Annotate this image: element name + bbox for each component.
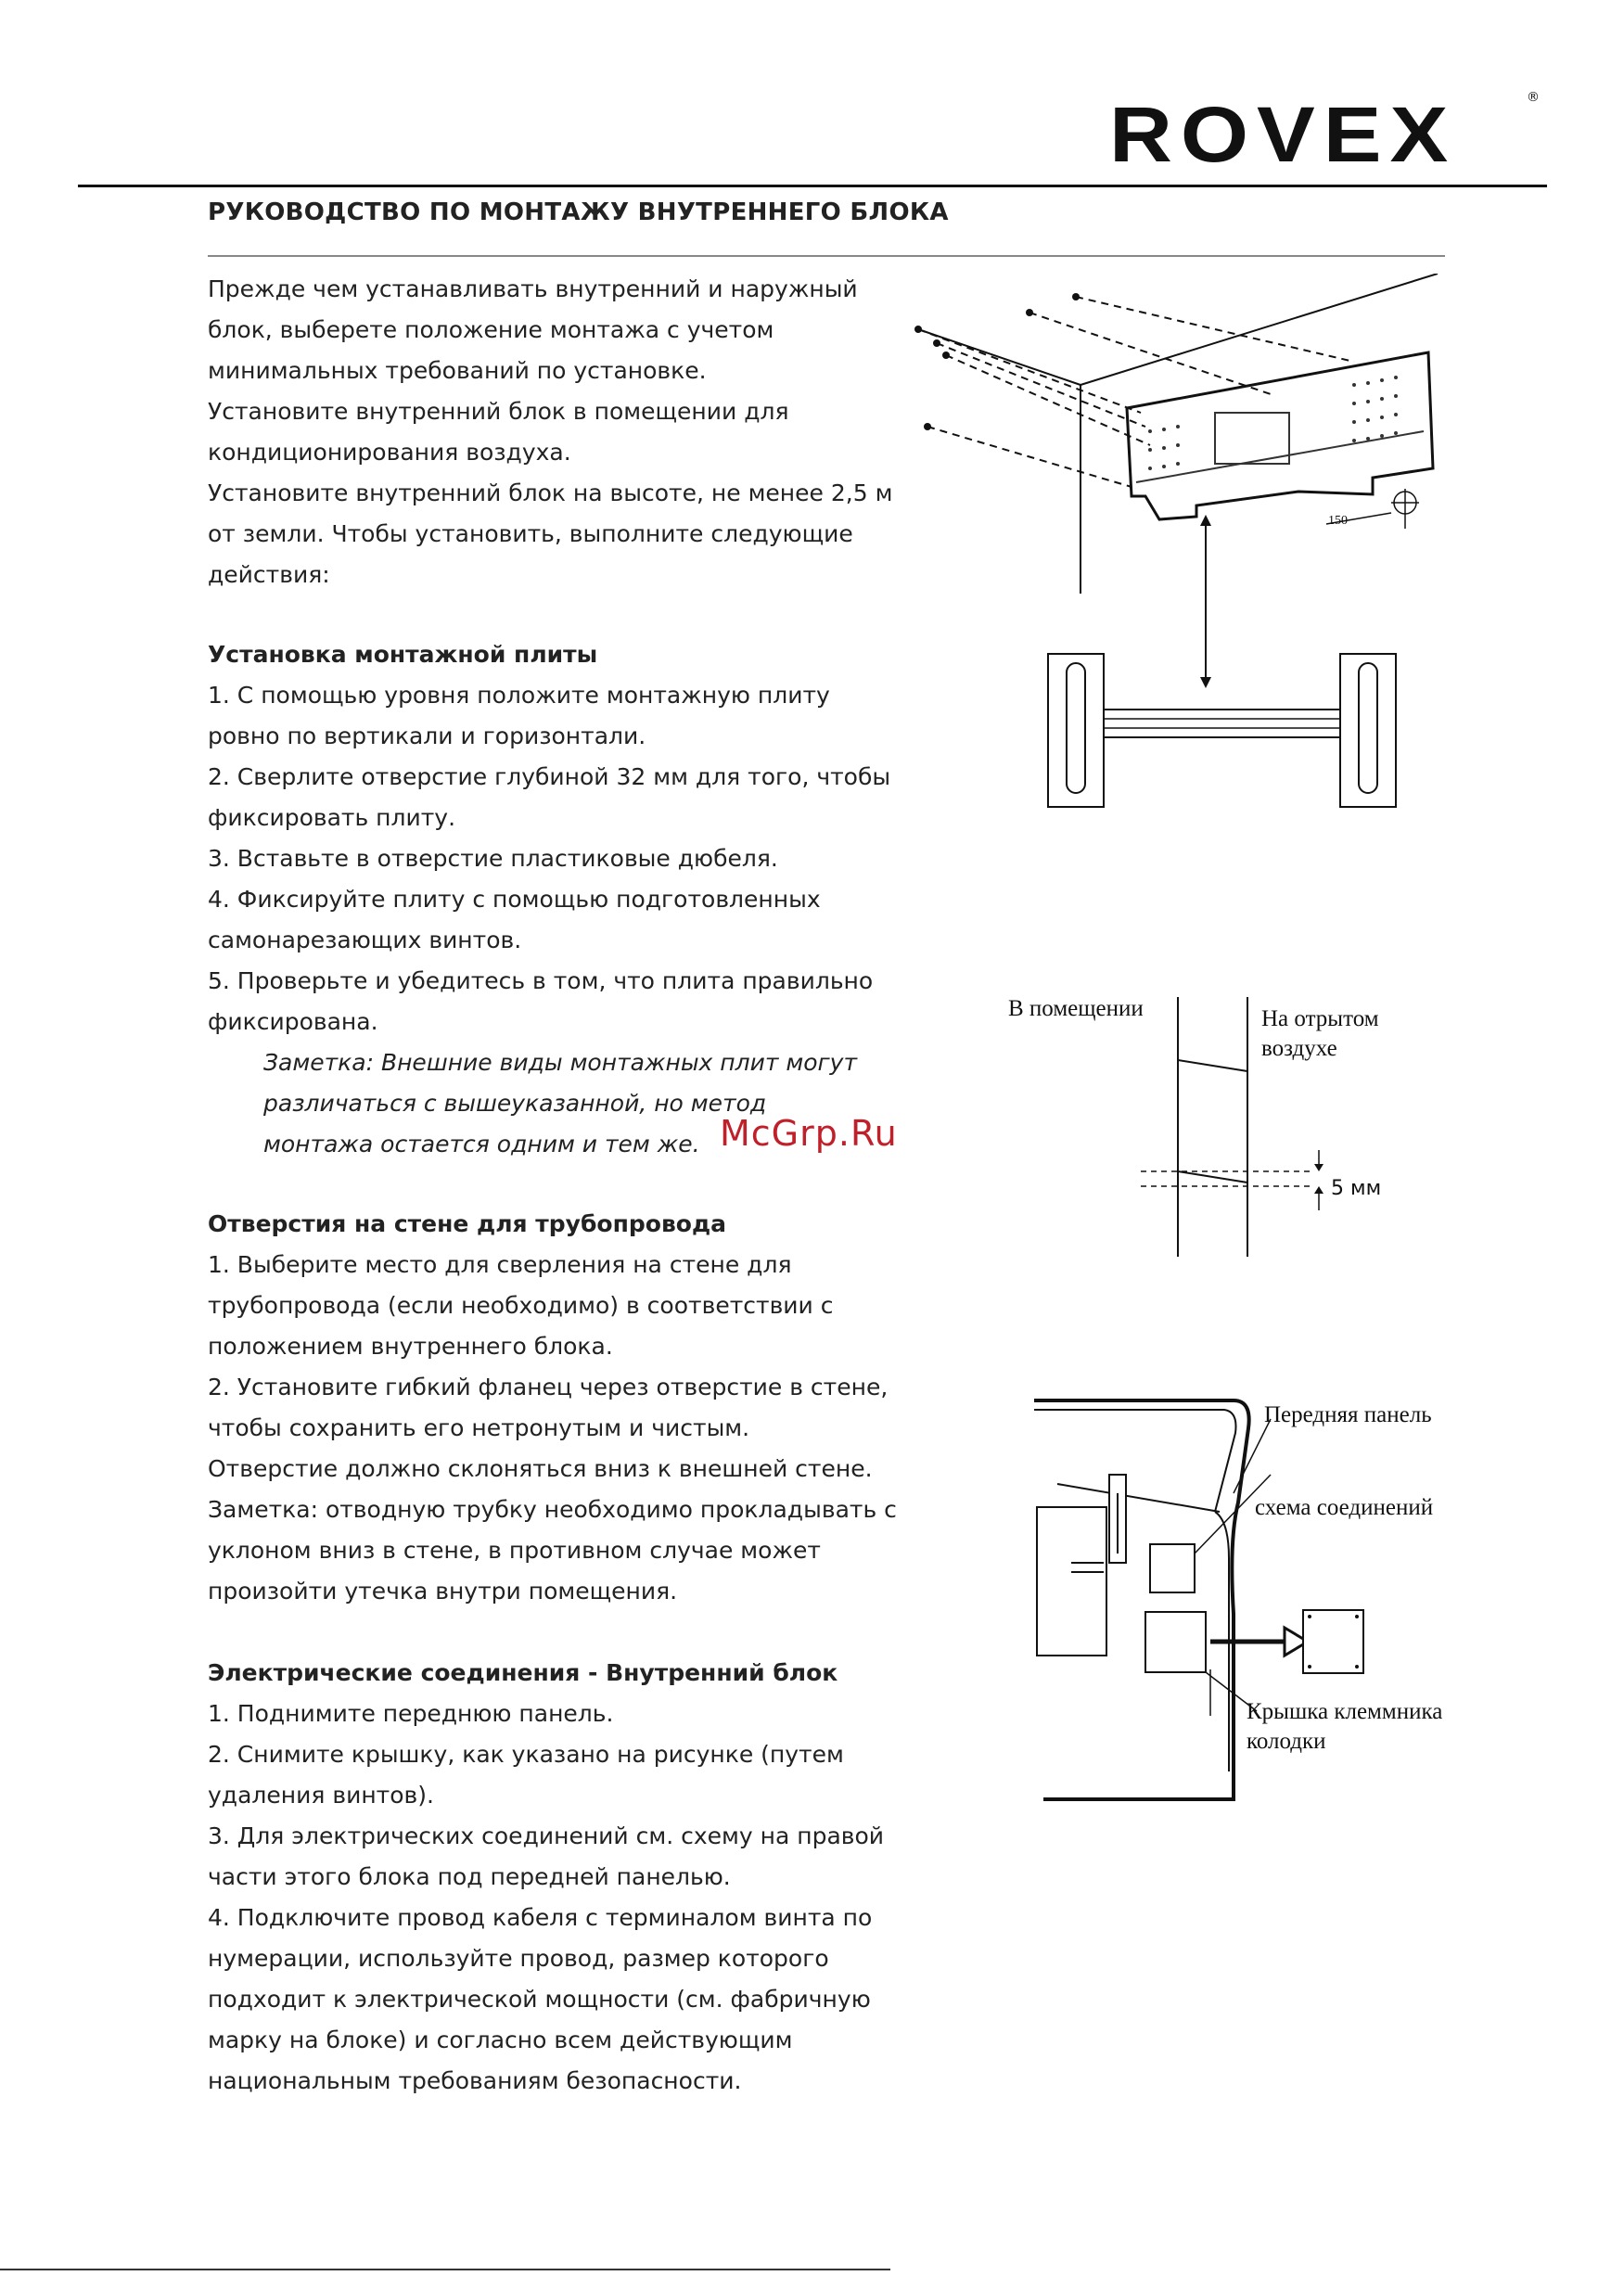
plate-dimension-label: 150: [1328, 514, 1348, 528]
plate-note-line: монтажа остается одним и тем же.: [263, 1131, 700, 1157]
intro-line: Установите внутренний блок в помещении для: [208, 398, 789, 425]
indoor-label: В помещении: [1008, 996, 1144, 1021]
intro-line: кондиционирования воздуха.: [208, 439, 571, 466]
slope-label: 5 мм: [1331, 1177, 1382, 1200]
plate-note-line: различаться с вышеуказанной, но метод: [263, 1090, 767, 1117]
outdoor-label-line2: воздухе: [1261, 1036, 1337, 1061]
indoor-unit-bottom-view: [1048, 654, 1396, 807]
intro-line: Прежде чем устанавливать внутренний и наружный: [208, 275, 858, 302]
plate-section: [208, 634, 913, 1165]
electric-line: нумерации, используйте провод, размер которого: [208, 1945, 829, 1972]
electric-line: 2. Снимите крышку, как указано на рисунке (путем: [208, 1741, 844, 1768]
title-rule: [208, 255, 1445, 257]
outdoor-label-line1: На отрытом: [1261, 1006, 1379, 1031]
plate-outline: [1127, 352, 1433, 519]
page-title: РУКОВОДСТВО ПО МОНТАЖУ ВНУТРЕННЕГО БЛОКА: [208, 198, 949, 226]
intro-line: Установите внутренний блок на высоте, не менее 2,5 м: [208, 479, 893, 506]
electric-line: национальным требованиям безопасности.: [208, 2067, 742, 2094]
wall-top-edge: [918, 329, 1081, 385]
watermark: McGrp.Ru: [720, 1113, 898, 1154]
pipe-line: 1. Выберите место для сверления на стене для: [208, 1251, 792, 1278]
rovex-logo: [1109, 90, 1540, 178]
hole-top-line: [1178, 1060, 1247, 1071]
plate-line: 1. С помощью уровня положите монтажную плиту: [208, 682, 830, 709]
pipe-line: Заметка: отводную трубку необходимо прокладывать с: [208, 1496, 897, 1523]
intro-section: [208, 269, 913, 595]
intro-line: от земли. Чтобы установить, выполните следующие: [208, 520, 853, 547]
electric-line: 3. Для электрических соединений см. схему на правой: [208, 1822, 885, 1849]
pipe-line: произойти утечка внутри помещения.: [208, 1578, 678, 1605]
electric-line: 1. Поднимите переднюю панель.: [208, 1700, 614, 1727]
electric-line: марку на блоке) и согласно всем действующим: [208, 2027, 793, 2053]
intro-line: минимальных требований по установке.: [208, 357, 707, 384]
intro-line: действия:: [208, 561, 330, 588]
electric-section: [208, 1653, 913, 2102]
electric-heading: Электрические соединения - Внутренний блок: [208, 1659, 838, 1686]
plate-heading: Установка монтажной плиты: [208, 641, 598, 668]
pipe-line: уклоном вниз в стене, в противном случае может: [208, 1537, 821, 1564]
plate-line: 4. Фиксируйте плиту с помощью подготовленных: [208, 886, 821, 913]
plate-line: фиксирована.: [208, 1008, 378, 1035]
intro-line: блок, выберете положение монтажа с учетом: [208, 316, 774, 343]
electric-line: удаления винтов).: [208, 1782, 434, 1809]
plate-line: 5. Проверьте и убедитесь в том, что плита правильно: [208, 967, 874, 994]
header-rule: [78, 185, 1547, 187]
pipe-line: трубопровода (если необходимо) в соответствии с: [208, 1292, 834, 1319]
plate-line: ровно по вертикали и горизонтали.: [208, 722, 646, 749]
terminal-cover-label-line1: Крышка клеммника: [1247, 1699, 1443, 1724]
plate-line: 3. Вставьте в отверстие пластиковые дюбеля.: [208, 845, 778, 872]
screws: [914, 293, 1080, 430]
pipe-section: [208, 1204, 913, 1612]
hole-bottom-line: [1178, 1171, 1247, 1183]
front-panel-label: Передняя панель: [1264, 1402, 1432, 1427]
connection-figure: [1029, 1391, 1549, 1836]
pipe-line: 2. Установите гибкий фланец через отверстие в стене,: [208, 1374, 889, 1400]
unit-outline: [1034, 1400, 1249, 1799]
wiring-diagram-box: [1150, 1544, 1195, 1592]
mounting-plate-figure: [909, 274, 1465, 830]
pipe-heading: Отверстия на стене для трубопровода: [208, 1210, 727, 1237]
plate-line: фиксировать плиту.: [208, 804, 456, 831]
electric-line: подходит к электрической мощности (см. фабричную: [208, 1986, 871, 2013]
registered-mark: ®: [1527, 90, 1540, 105]
left-block: [1037, 1507, 1106, 1656]
pipe-line: чтобы сохранить его нетронутым и чистым.: [208, 1414, 750, 1441]
plate-line: 2. Сверлите отверстие глубиной 32 мм для того, чтобы: [208, 763, 891, 790]
logo-text: ROVEX: [1109, 91, 1457, 178]
plate-note-line: Заметка: Внешние виды монтажных плит могут: [263, 1049, 858, 1076]
footer-rule: [0, 2269, 890, 2270]
electric-line: 4. Подключите провод кабеля с терминалом винта по: [208, 1904, 873, 1931]
pipe-line: Отверстие должно склоняться вниз к внешней стене.: [208, 1455, 873, 1482]
terminal-cover-label-line2: колодки: [1247, 1729, 1326, 1754]
wiring-diagram-label: схема соединений: [1255, 1495, 1434, 1520]
electric-line: части этого блока под передней панелью.: [208, 1863, 731, 1890]
terminal-cover-on-unit: [1145, 1612, 1206, 1672]
pipe-line: положением внутреннего блока.: [208, 1333, 613, 1360]
terminal-cover-removed: [1303, 1610, 1363, 1673]
plate-line: самонарезающих винтов.: [208, 927, 522, 953]
